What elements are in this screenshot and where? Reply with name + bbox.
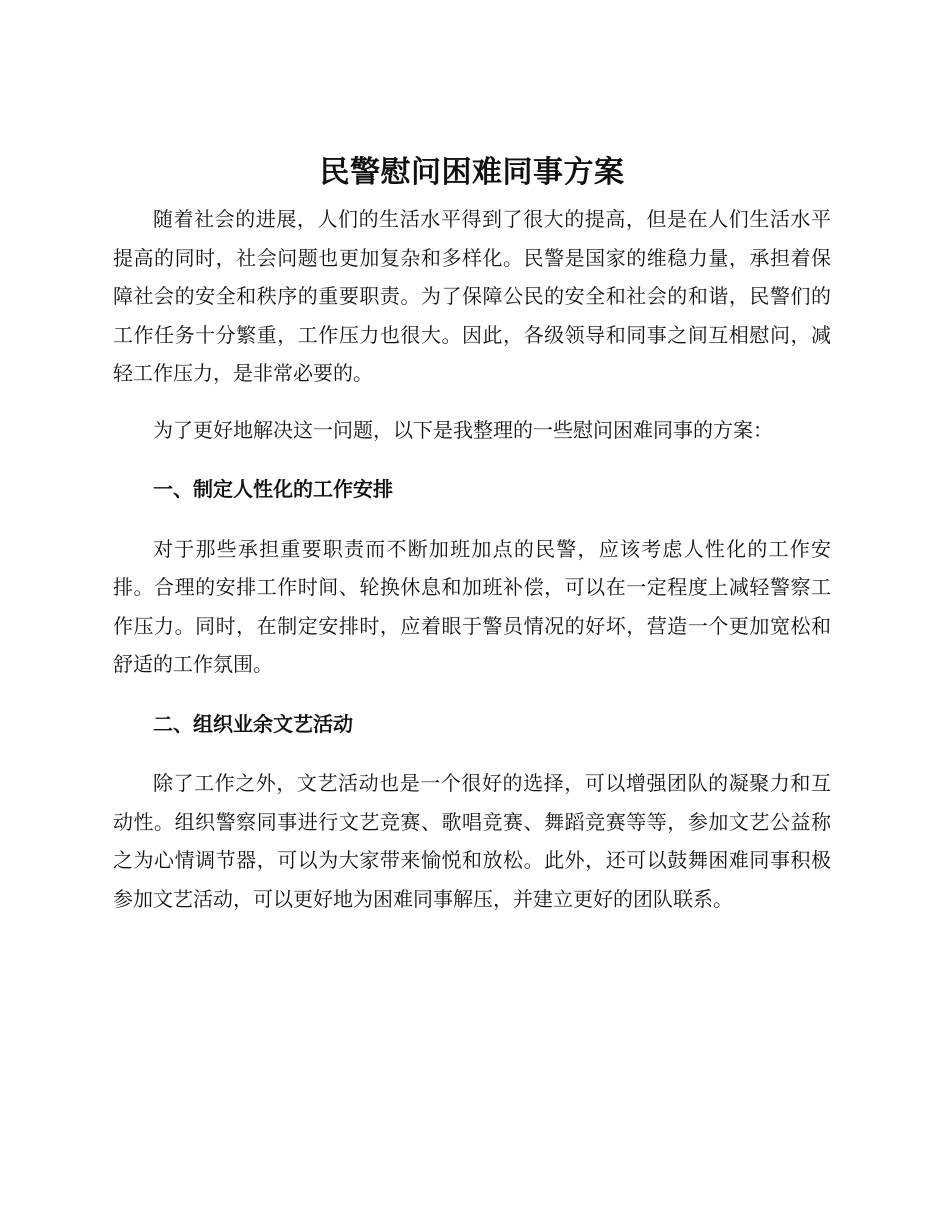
- section-heading-2: 二、组织业余文艺活动: [153, 711, 353, 736]
- document-title: 民警慰问困难同事方案: [319, 155, 625, 190]
- document-page: [113, 150, 831, 918]
- spacer: [113, 449, 831, 470]
- spacer: [113, 684, 831, 705]
- lead-paragraph: 为了更好地解决这一问题，以下是我整理的一些慰问困难同事的方案：: [153, 417, 773, 442]
- intro-paragraph: 随着社会的进展，人们的生活水平得到了很大的提高，但是在人们生活水平提高的同时，社会问题也更加复杂和多样化。民警是国家的维稳力量，承担着保障社会的安全和秩序的重要职责。为了保障公民的安全和社会的和谐，民警们的工作任务十分繁重，工作压力也很大。因此，各级领导和同事之间互相慰问，减轻工作压力，是非常必要的。: [113, 207, 831, 385]
- spacer: [113, 743, 831, 764]
- spacer: [113, 509, 831, 530]
- spacer: [113, 393, 831, 411]
- section-body-1: 对于那些承担重要职责而不断加班加点的民警，应该考虑人性化的工作安排。合理的安排工作时间、轮换休息和加班补偿，可以在一定程度上减轻警察工作压力。同时，在制定安排时，应着眼于警员情况的好坏，营造一个更加宽松和舒适的工作氛围。: [113, 536, 831, 676]
- section-heading-1: 一、制定人性化的工作安排: [153, 477, 393, 501]
- section-body-2: 除了工作之外，文艺活动也是一个很好的选择，可以增强团队的凝聚力和互动性。组织警察同事进行文艺竞赛、歌唱竞赛、舞蹈竞赛等等，参加文艺公益称之为心情调节器，可以为大家带来愉悦和放松。此外，还可以鼓舞困难同事积极参加文艺活动，可以更好地为困难同事解压，并建立更好的团队联系。: [113, 771, 831, 911]
